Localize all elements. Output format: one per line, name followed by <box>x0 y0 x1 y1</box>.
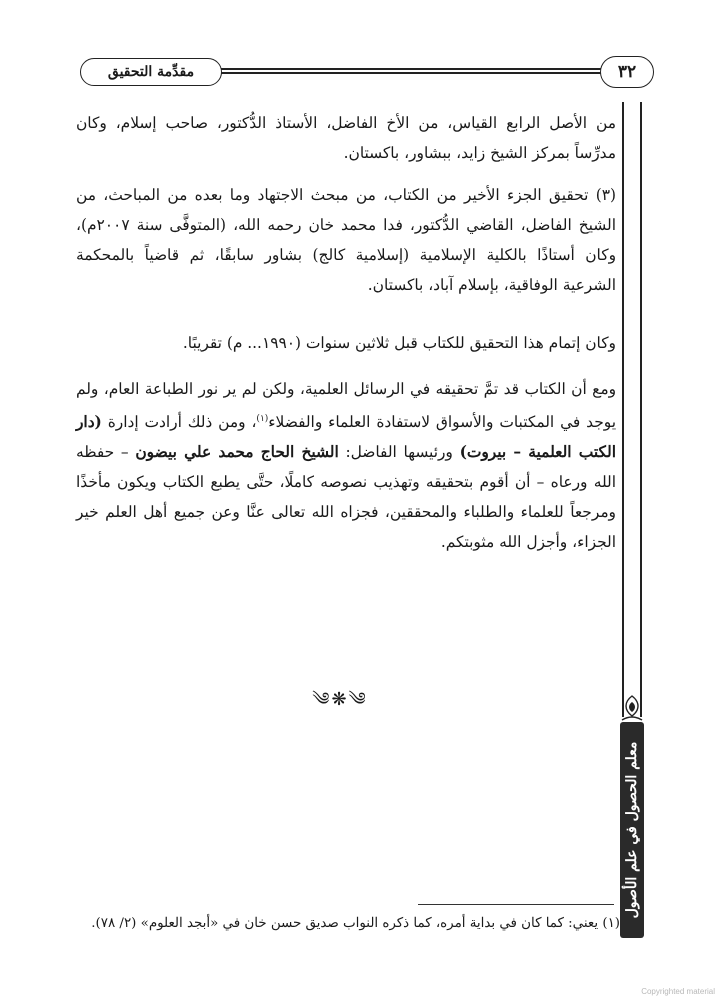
ornament-icon <box>619 694 645 724</box>
paragraph-2 <box>76 180 616 300</box>
paragraph-1 <box>76 108 616 168</box>
footnote-rule <box>418 904 614 905</box>
paragraph-4 <box>76 374 616 557</box>
side-rule <box>640 102 642 717</box>
text-run: – حفظه الله ورعاه – أن أقوم بتحقيقه وتهذيب نصوصه كاملًا، حتَّى يطبع الكتاب ويكون مأخذًا ومرجعاً للعلماء والطلباء والمحققين، فجزاه الله تعالى عنَّا وعن جميع أهل العلم خير الجزاء، وأجزل الله مثوبتكم. <box>76 443 616 552</box>
section-end-ornament: ༄❋༄ <box>312 689 368 710</box>
footnote: (١) يعني: كما كان في بداية أمره، كما ذكره النواب صديق حسن خان في «أبجد العلوم» (٢/ ٧٨). <box>91 916 620 931</box>
text-run: ، ومن ذلك أرادت إدارة <box>101 413 257 432</box>
paragraph-text: (٣) تحقيق الجزء الأخير من الكتاب، من مبحث الاجتهاد وما بعده من المباحث، من الشيخ الفاضل، القاضي الدُّكتور، فدا محمد خان رحمه الله، (المتوفَّى سنة ٢٠٠٧م)، وكان أستاذًا بالكلية الإسلامية (إسلامية كالج) بشاور سابقًا، ثم قاضياً بالمحكمة الشرعية الوفاقية، بإسلام آباد، باكستان. <box>76 186 616 294</box>
text-run: ورئيسها الفاضل: <box>338 443 460 462</box>
side-band <box>610 102 654 940</box>
section-title: مقدِّمة التحقيق <box>80 58 222 86</box>
paragraph-3 <box>76 328 616 358</box>
publisher-name: (دار الكتب العلمية – بيروت) <box>76 413 616 462</box>
side-rule <box>622 102 624 717</box>
header-rule <box>220 72 602 74</box>
text-run: ومع أن الكتاب قد تمَّ تحقيقه في الرسائل العلمية، ولكن لم ير نور الطباعة العام، ولم يوجد في المكتبات والأسواق لاستفادة العلماء والفضلاء <box>76 380 616 432</box>
page-number: ٣٢ <box>600 56 654 88</box>
paragraph-text: من الأصل الرابع القياس، من الأخ الفاضل، الأستاذ الدُّكتور، صاحب إسلام، وكان مدرِّساً بمركز الشيخ زايد، ببشاور، باكستان. <box>76 114 616 162</box>
paragraph-text: وكان إتمام هذا التحقيق للكتاب قبل ثلاثين سنوات (١٩٩٠... م) تقريبًا. <box>182 334 616 352</box>
header-rule <box>220 68 602 70</box>
person-name: الشيخ الحاج محمد علي بيضون <box>135 443 339 462</box>
footnote-marker[interactable]: (١) <box>256 414 269 424</box>
page-header <box>68 56 654 100</box>
watermark: Copyrighted material <box>641 987 715 996</box>
paragraph-text <box>76 374 616 557</box>
book-title: معلم الحصول في علم الأصول <box>624 741 640 919</box>
